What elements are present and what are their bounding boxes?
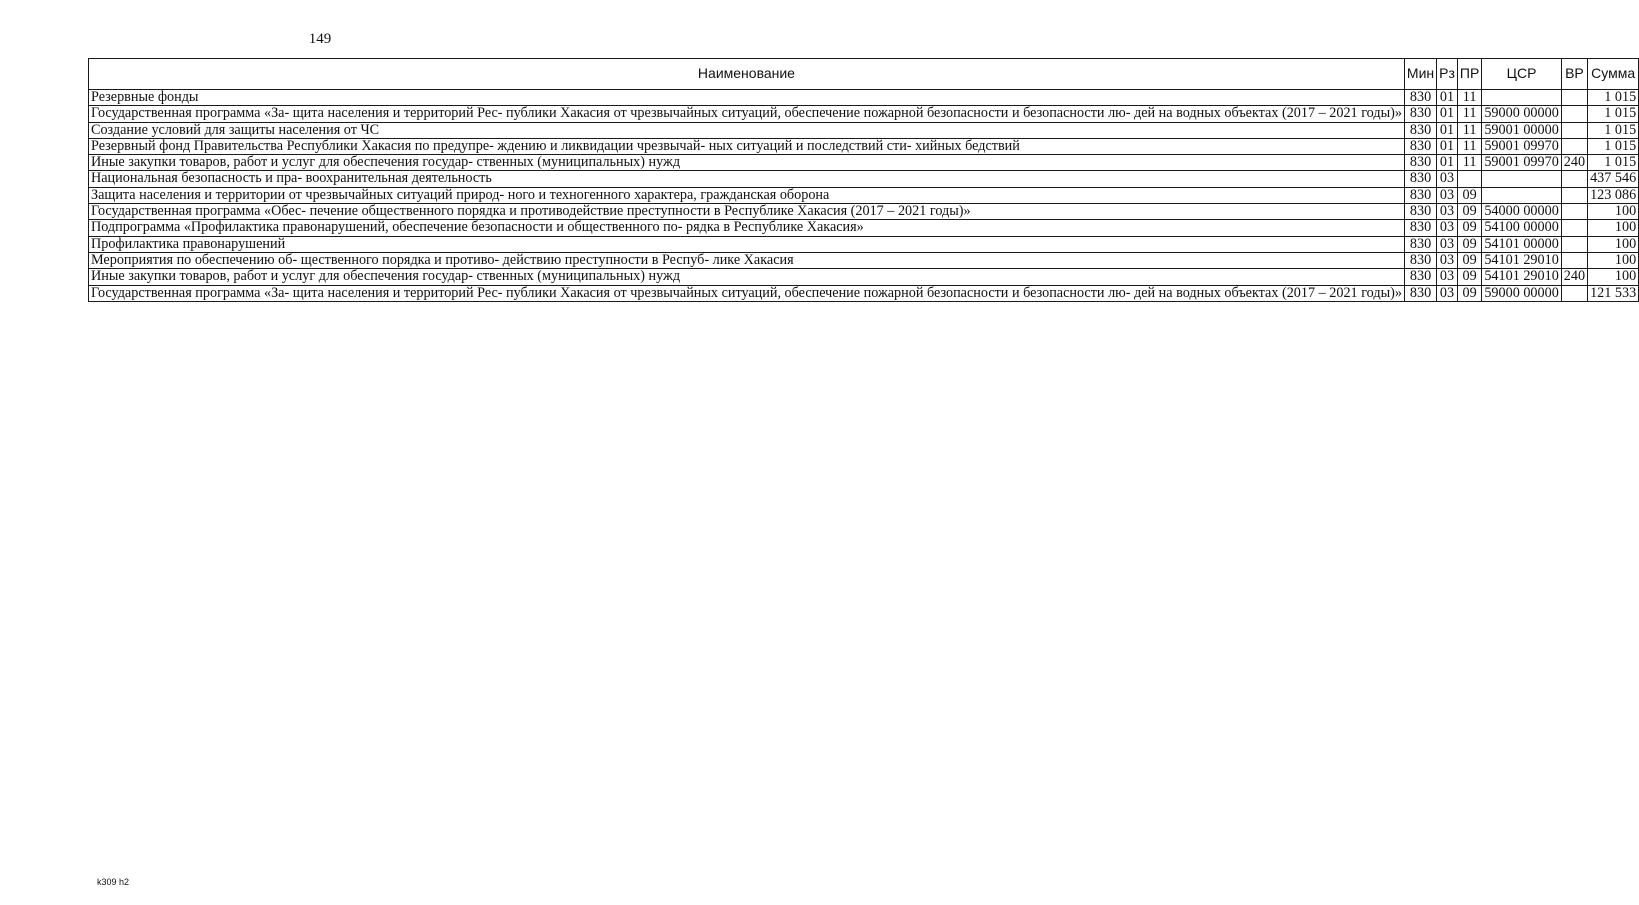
table-header-row	[89, 59, 1639, 90]
cell-vr: 240	[1561, 155, 1587, 171]
cell-min: 830	[1404, 204, 1436, 220]
table-row	[89, 90, 1639, 106]
cell-pr: 09	[1457, 220, 1481, 236]
cell-name: Резервный фонд Правительства Республики Хакасия по предупре- ждению и ликвидации чрезвычай- ных ситуаций и последствий сти- хийных бедствий	[89, 138, 1405, 154]
cell-name: Создание условий для защиты населения от ЧС	[89, 122, 1405, 138]
cell-name: Государственная программа «За- щита населения и территорий Рес- публики Хакасия от чрезвычайных ситуаций, обеспечение пожарной безопасности и безопасности лю- дей на водных объектах (2017 – 2021 годы)»	[89, 106, 1405, 122]
cell-name: Профилактика правонарушений	[89, 236, 1405, 252]
cell-sum: 1 015	[1588, 155, 1639, 171]
cell-name: Защита населения и территории от чрезвычайных ситуаций природ- ного и техногенного характера, гражданская оборона	[89, 187, 1405, 203]
table-row	[89, 155, 1639, 171]
cell-min: 830	[1404, 285, 1436, 301]
cell-rz: 03	[1437, 187, 1458, 203]
cell-pr: 11	[1457, 122, 1481, 138]
cell-vr	[1561, 90, 1587, 106]
cell-rz: 01	[1437, 122, 1458, 138]
cell-min: 830	[1404, 171, 1436, 187]
cell-min: 830	[1404, 269, 1436, 285]
cell-rz: 03	[1437, 236, 1458, 252]
cell-rz: 01	[1437, 106, 1458, 122]
header-csr: ЦСР	[1482, 59, 1561, 90]
cell-sum: 1 015	[1588, 138, 1639, 154]
footer-code: k309 h2	[97, 877, 130, 887]
cell-pr	[1457, 171, 1481, 187]
cell-rz: 03	[1437, 269, 1458, 285]
cell-pr: 09	[1457, 269, 1481, 285]
cell-name: Национальная безопасность и пра- воохранительная деятельность	[89, 171, 1405, 187]
cell-pr: 11	[1457, 90, 1481, 106]
cell-vr	[1561, 187, 1587, 203]
header-min: Мин	[1404, 59, 1436, 90]
cell-name: Резервные фонды	[89, 90, 1405, 106]
cell-min: 830	[1404, 252, 1436, 268]
cell-rz: 03	[1437, 171, 1458, 187]
cell-min: 830	[1404, 106, 1436, 122]
table-row	[89, 138, 1639, 154]
table-row	[89, 236, 1639, 252]
cell-rz: 01	[1437, 155, 1458, 171]
cell-vr	[1561, 106, 1587, 122]
cell-csr	[1482, 187, 1561, 203]
cell-rz: 03	[1437, 252, 1458, 268]
table-row	[89, 252, 1639, 268]
cell-rz: 01	[1437, 138, 1458, 154]
header-rz: Рз	[1437, 59, 1458, 90]
cell-sum: 437 546	[1588, 171, 1639, 187]
table-row	[89, 106, 1639, 122]
cell-min: 830	[1404, 187, 1436, 203]
cell-vr	[1561, 122, 1587, 138]
cell-vr	[1561, 138, 1587, 154]
cell-pr: 09	[1457, 285, 1481, 301]
cell-csr: 54101 29010	[1482, 252, 1561, 268]
table-row	[89, 171, 1639, 187]
cell-rz: 01	[1437, 90, 1458, 106]
cell-name: Государственная программа «За- щита населения и территорий Рес- публики Хакасия от чрезвычайных ситуаций, обеспечение пожарной безопасности и безопасности лю- дей на водных объектах (2017 – 2021 годы)»	[89, 285, 1405, 301]
cell-name: Иные закупки товаров, работ и услуг для обеспечения государ- ственных (муниципальных) нужд	[89, 155, 1405, 171]
table-row	[89, 220, 1639, 236]
cell-pr: 09	[1457, 236, 1481, 252]
page-number: 149	[308, 31, 332, 47]
header-vr: ВР	[1561, 59, 1587, 90]
cell-csr: 59001 00000	[1482, 122, 1561, 138]
cell-vr	[1561, 171, 1587, 187]
cell-name: Мероприятия по обеспечению об- щественного порядка и противо- действию преступности в Респуб- лике Хакасия	[89, 252, 1405, 268]
cell-min: 830	[1404, 236, 1436, 252]
cell-name: Иные закупки товаров, работ и услуг для обеспечения государ- ственных (муниципальных) нужд	[89, 269, 1405, 285]
table-row	[89, 122, 1639, 138]
cell-name: Подпрограмма «Профилактика правонарушений, обеспечение безопасности и общественного по- рядка в Республике Хакасия»	[89, 220, 1405, 236]
budget-table	[88, 58, 1639, 302]
cell-sum: 121 533	[1588, 285, 1639, 301]
cell-min: 830	[1404, 90, 1436, 106]
cell-sum: 1 015	[1588, 106, 1639, 122]
header-name: Наименование	[89, 59, 1405, 90]
cell-sum: 1 015	[1588, 122, 1639, 138]
cell-pr: 11	[1457, 106, 1481, 122]
cell-vr	[1561, 252, 1587, 268]
cell-sum: 100	[1588, 204, 1639, 220]
cell-csr: 59000 00000	[1482, 106, 1561, 122]
cell-sum: 100	[1588, 269, 1639, 285]
cell-csr: 59001 09970	[1482, 138, 1561, 154]
cell-csr: 54101 00000	[1482, 236, 1561, 252]
table-row	[89, 285, 1639, 301]
cell-rz: 03	[1437, 285, 1458, 301]
cell-sum: 100	[1588, 236, 1639, 252]
cell-name: Государственная программа «Обес- печение общественного порядка и противодействие преступности в Республике Хакасия (2017 – 2021 годы)»	[89, 204, 1405, 220]
cell-csr: 54100 00000	[1482, 220, 1561, 236]
cell-csr: 54000 00000	[1482, 204, 1561, 220]
cell-vr	[1561, 204, 1587, 220]
table-row	[89, 187, 1639, 203]
cell-rz: 03	[1437, 220, 1458, 236]
cell-sum: 1 015	[1588, 90, 1639, 106]
cell-csr: 59000 00000	[1482, 285, 1561, 301]
cell-vr	[1561, 285, 1587, 301]
cell-min: 830	[1404, 122, 1436, 138]
cell-pr: 09	[1457, 252, 1481, 268]
table-row	[89, 204, 1639, 220]
cell-pr: 11	[1457, 138, 1481, 154]
cell-min: 830	[1404, 138, 1436, 154]
header-pr: ПР	[1457, 59, 1481, 90]
cell-vr: 240	[1561, 269, 1587, 285]
cell-csr	[1482, 171, 1561, 187]
cell-min: 830	[1404, 155, 1436, 171]
cell-sum: 100	[1588, 220, 1639, 236]
cell-pr: 09	[1457, 187, 1481, 203]
cell-csr: 59001 09970	[1482, 155, 1561, 171]
cell-rz: 03	[1437, 204, 1458, 220]
cell-vr	[1561, 220, 1587, 236]
cell-csr: 54101 29010	[1482, 269, 1561, 285]
cell-csr	[1482, 90, 1561, 106]
cell-min: 830	[1404, 220, 1436, 236]
cell-sum: 100	[1588, 252, 1639, 268]
cell-sum: 123 086	[1588, 187, 1639, 203]
header-sum: Сумма	[1588, 59, 1639, 90]
table-row	[89, 269, 1639, 285]
cell-vr	[1561, 236, 1587, 252]
cell-pr: 09	[1457, 204, 1481, 220]
cell-pr: 11	[1457, 155, 1481, 171]
